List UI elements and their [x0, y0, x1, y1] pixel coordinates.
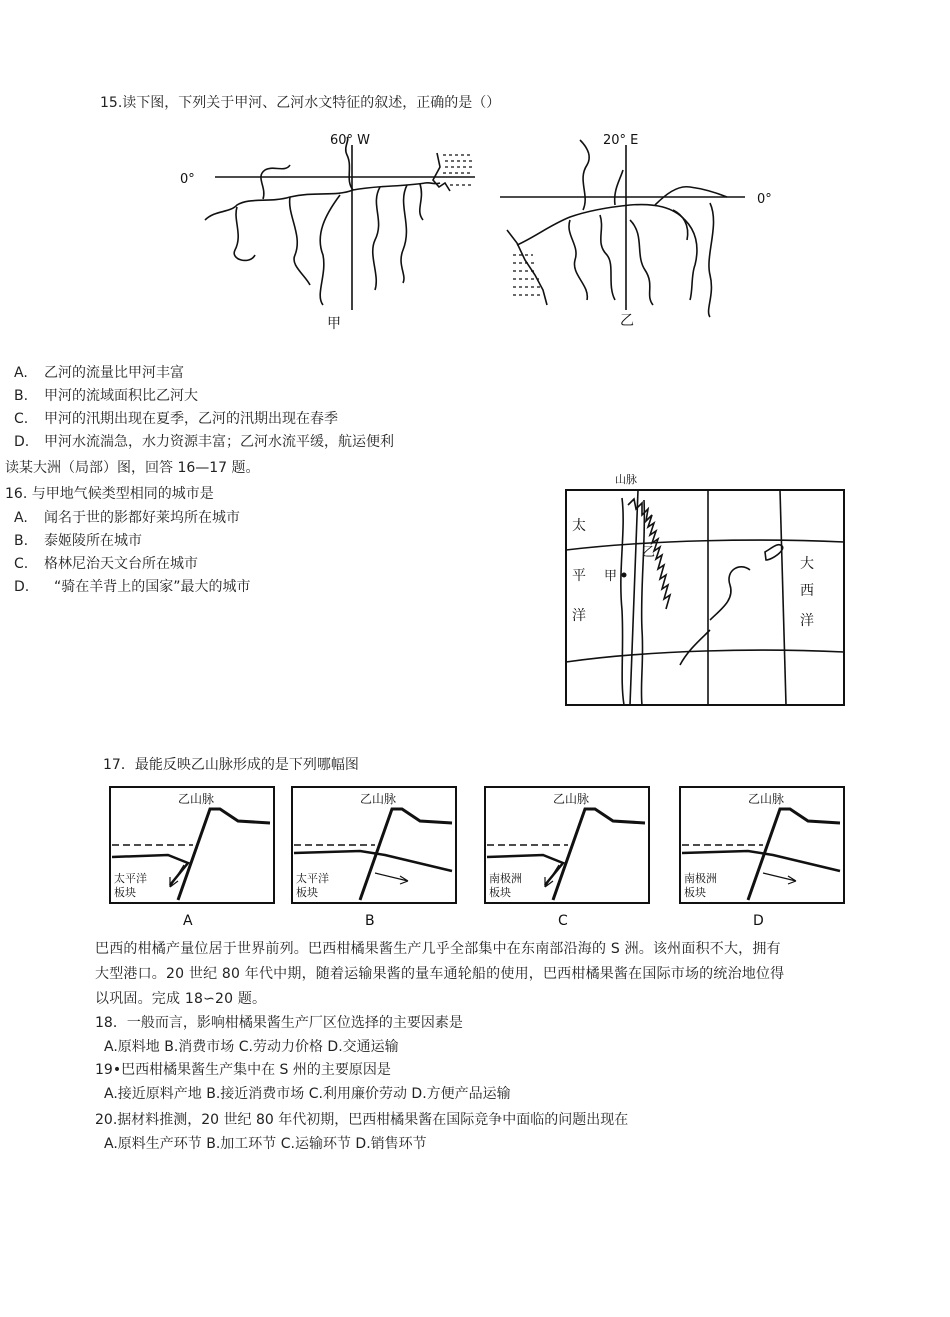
q15-stem: 15.读下图，下列关于甲河、乙河水文特征的叙述，正确的是（）	[100, 95, 501, 111]
q15-option-c: C. 甲河的汛期出现在夏季，乙河的汛期出现在春季	[14, 411, 338, 427]
q20-options: A.原料生产环节 B.加工环节 C.运输环节 D.销售环节	[104, 1136, 427, 1152]
map-jia-river	[175, 125, 485, 335]
q20-stem: 20.据材料推测，20 世纪 80 年代初期，巴西柑橘果酱在国际竞争中面临的问题出现在	[95, 1112, 629, 1128]
pacific-char-1: 太	[572, 518, 586, 534]
passage-line-3: 以巩固。完成 18∽20 题。	[95, 991, 267, 1007]
map-yi-lat-label: 0°	[757, 192, 772, 207]
q16-option-d: D. “骑在羊背上的国家”最大的城市	[14, 579, 251, 595]
panel-title: 乙山脉	[748, 792, 785, 806]
plate-label: 南极洲	[684, 872, 717, 885]
atlantic-char-1: 大	[800, 556, 814, 572]
q17-panel-c	[483, 785, 653, 930]
map-jia-lon-label: 60° W	[330, 133, 371, 148]
map-yi-lon-label: 20° E	[603, 133, 639, 148]
passage	[95, 937, 855, 1012]
map-top-label: 山脉	[615, 473, 637, 486]
q17-panel-b	[290, 785, 460, 930]
plate-label: 太平洋	[296, 872, 329, 885]
q19-stem: 19•巴西柑橘果酱生产集中在 S 州的主要原因是	[95, 1062, 391, 1078]
atlantic-char-3: 洋	[800, 613, 814, 629]
q15-option-d: D. 甲河水流湍急，水力资源丰富；乙河水流平缓，航运便利	[14, 434, 394, 450]
plate-label: 太平洋	[114, 872, 147, 885]
label-jia: 甲	[604, 569, 618, 584]
q15-option-b: B. 甲河的流域面积比乙河大	[14, 388, 198, 404]
panel-letter: D	[753, 913, 764, 929]
passage-line-1: 巴西的柑橘产量位居于世界前列。巴西柑橘果酱生产几乎全部集中在东南部沿海的 S 洲。该州面积不大，拥有	[95, 941, 781, 957]
panel-letter: A	[183, 913, 193, 929]
pacific-char-2: 平	[572, 568, 586, 584]
q17-panel-a	[108, 785, 278, 930]
passage-line-2: 大型港口。20 世纪 80 年代中期，随着运输果酱的量车通轮船的使用，巴西柑橘果酱在国际市场的统治地位得	[95, 966, 785, 982]
label-yi: 乙	[642, 545, 656, 560]
plate-label: 板块	[684, 886, 706, 899]
map-yi-caption: 乙	[620, 313, 634, 329]
q15-option-a: A. 乙河的流量比甲河丰富	[14, 365, 184, 381]
south-america-map	[560, 470, 850, 715]
panel-letter: B	[365, 913, 375, 929]
map-jia-caption: 甲	[327, 316, 341, 332]
plate-label: 板块	[114, 886, 136, 899]
panel-title: 乙山脉	[360, 792, 397, 806]
panel-letter: C	[558, 913, 568, 929]
q16-stem: 16. 与甲地气候类型相同的城市是	[5, 486, 214, 502]
q19-options: A.接近原料产地 B.接近消费市场 C.利用廉价劳动 D.方便产品运输	[104, 1086, 511, 1102]
panel-title: 乙山脉	[553, 792, 590, 806]
pacific-char-3: 洋	[572, 608, 586, 624]
plate-label: 板块	[296, 886, 318, 899]
q16-option-b: B. 泰姬陵所在城市	[14, 533, 142, 549]
plate-label: 南极洲	[489, 872, 522, 885]
q17-stem: 17．最能反映乙山脉形成的是下列哪幅图	[103, 757, 359, 773]
map-jia-lat-label: 0°	[180, 172, 195, 187]
q16-option-c: C. 格林尼治天文台所在城市	[14, 556, 198, 572]
q17-panel-d	[678, 785, 848, 930]
q16-option-a: A. 闻名于世的影都好莱坞所在城市	[14, 510, 240, 526]
plate-label: 板块	[489, 886, 511, 899]
q18-options: A.原料地 B.消费市场 C.劳动力价格 D.交通运输	[104, 1039, 399, 1055]
q18-stem: 18．一般而言，影响柑橘果酱生产厂区位选择的主要因素是	[95, 1015, 463, 1031]
atlantic-char-2: 西	[800, 583, 814, 599]
panel-title: 乙山脉	[178, 792, 215, 806]
map-yi-river	[495, 125, 785, 335]
intro-16-17: 读某大洲（局部）图，回答 16—17 题。	[5, 460, 260, 476]
